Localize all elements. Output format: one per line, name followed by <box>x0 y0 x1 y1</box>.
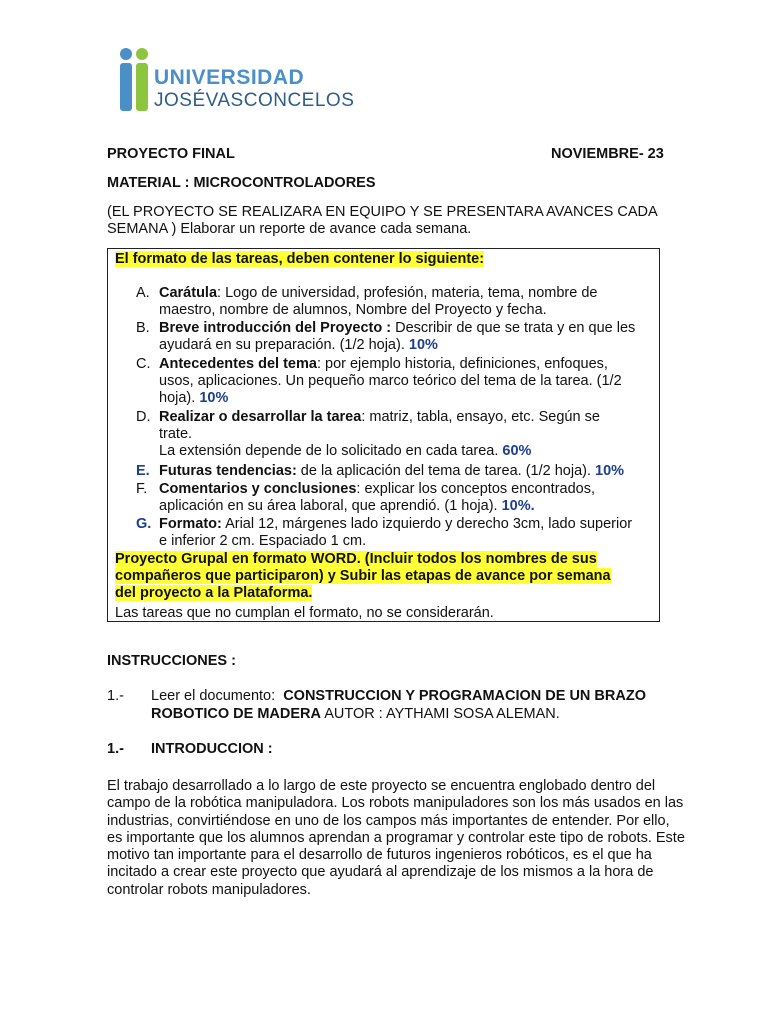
university-logo <box>118 46 355 118</box>
logo-university-text: UNIVERSIDAD <box>154 66 305 89</box>
intro-number: 1.- <box>107 741 124 757</box>
list-item-comentarios: Comentarios y conclusiones: explicar los conceptos encontrados, aplicación en su área laboral, que aprendió. (1 hoja). 10%. <box>159 481 595 514</box>
instruction-number: 1.- <box>107 688 124 704</box>
item-letter: C. <box>136 356 151 372</box>
instruction-text-line1: Leer el documento: CONSTRUCCION Y PROGRAMACION DE UN BRAZO <box>151 688 646 704</box>
list-item-futuras: Futuras tendencias: de la aplicación del tema de tarea. (1/2 hoja). 10% <box>159 463 625 479</box>
list-item-antecedentes: Antecedentes del tema: por ejemplo historia, definiciones, enfoques, usos, aplicaciones. Un pequeño marco teórico del tema de la tarea. (1/2 hoja). 10% <box>159 356 622 406</box>
instruction-text-line2: ROBOTICO DE MADERA AUTOR : AYTHAMI SOSA ALEMAN. <box>151 706 560 722</box>
project-date: NOVIEMBRE- 23 <box>551 146 664 162</box>
item-letter: G. <box>136 516 152 532</box>
instructions-heading: INSTRUCCIONES : <box>107 653 236 669</box>
item-letter: D. <box>136 409 151 425</box>
list-item-formato: Formato: Arial 12, márgenes lado izquierdo y derecho 3cm, lado superior e inferior 2 cm. Espaciado 1 cm. <box>159 516 633 549</box>
list-item-introduccion: Breve introducción del Proyecto : Describir de que se trata y en que les ayudará en su preparación. (1/2 hoja). 10% <box>159 320 636 353</box>
format-footer-note: Las tareas que no cumplan el formato, no se considerarán. <box>115 605 494 621</box>
logo-figures-icon <box>118 46 154 116</box>
intro-heading: INTRODUCCION : <box>151 741 273 757</box>
item-letter: B. <box>136 320 150 336</box>
group-project-note: Proyecto Grupal en formato WORD. (Incluir todos los nombres de sus compañeros que participaron) y Subir las etapas de avance por semana del proyecto a la Plataforma. <box>115 551 611 601</box>
project-title: PROYECTO FINAL <box>107 146 235 162</box>
item-letter: E. <box>136 463 150 479</box>
logo-name-text: JOSÉVASCONCELOS <box>154 90 355 111</box>
intro-paragraph: El trabajo desarrollado a lo largo de este proyecto se encuentra englobado dentro del campo de la robótica manipuladora. Los robots manipuladores son los más usados en las industrias, convirtiéndose en uno de los campos más importantes de entender. Por ello, es importante que los alumnos aprendan a programar y controlar este tipo de robots. Este motivo tan importante para el desarrollo de futuros ingenieros robóticos, es el que ha incitado a crear este proyecto que ayudará al aprendizaje de los mismos a la hora de controlar robots manipuladores. <box>107 778 685 898</box>
item-letter: A. <box>136 285 150 301</box>
project-note-line1: (EL PROYECTO SE REALIZARA EN EQUIPO Y SE PRESENTARA AVANCES CADA <box>107 204 658 220</box>
list-item-realizar: Realizar o desarrollar la tarea: matriz, tabla, ensayo, etc. Según se trate. La extensión depende de lo solicitado en cada tarea. 60% <box>159 409 600 459</box>
project-note-line2: SEMANA ) Elaborar un reporte de avance cada semana. <box>107 221 472 237</box>
item-letter: F. <box>136 481 148 497</box>
material-label: MATERIAL : MICROCONTROLADORES <box>107 175 376 191</box>
format-heading: El formato de las tareas, deben contener lo siguiente: <box>115 251 485 267</box>
list-item-caratula: Carátula: Logo de universidad, profesión, materia, tema, nombre de maestro, nombre de alumnos, Nombre del Proyecto y fecha. <box>159 285 598 318</box>
